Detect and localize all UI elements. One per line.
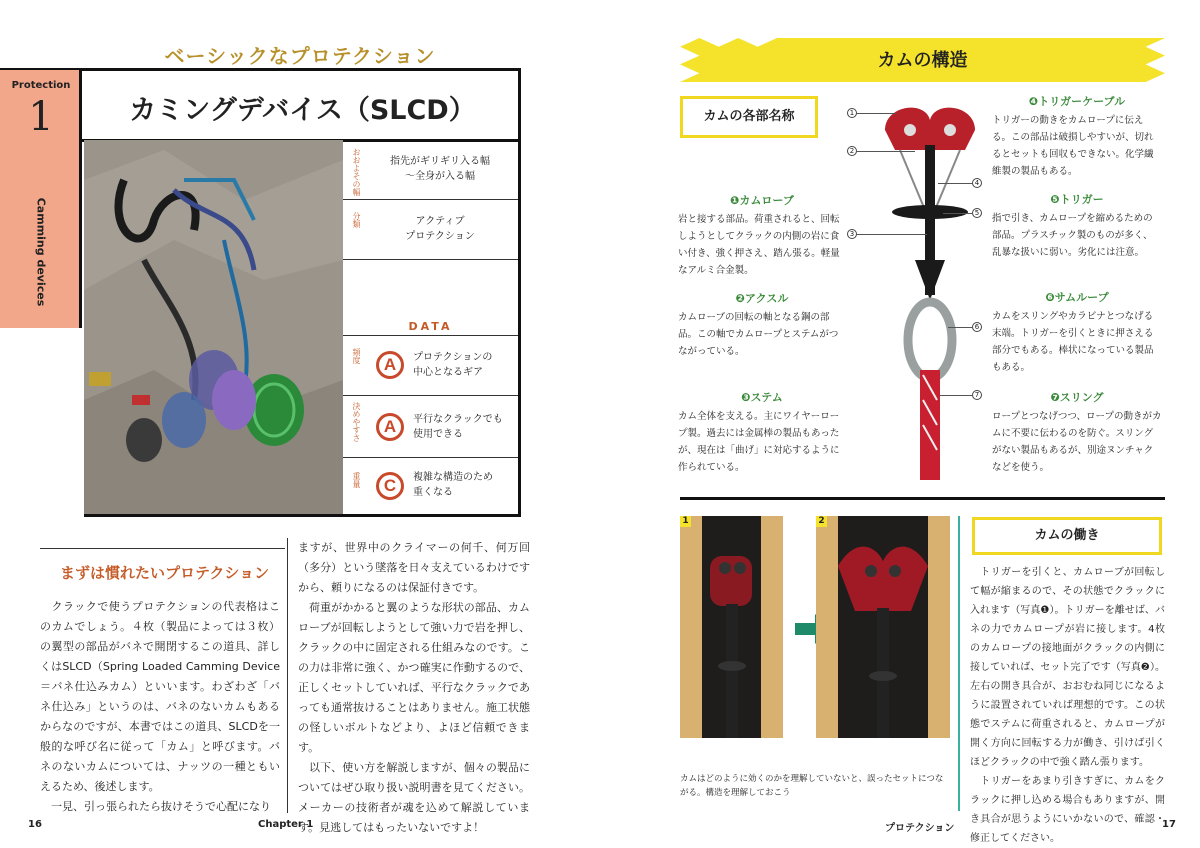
callout-dot-7: 7 — [972, 390, 982, 400]
frame-right-rule — [518, 70, 521, 515]
part-title: ❸ステム — [741, 391, 783, 404]
grade-badge: C — [376, 472, 404, 500]
protection-label: Protection — [11, 80, 71, 91]
page-number-right: 17 — [1162, 819, 1176, 830]
spec-value: アクティブ プロテクション — [405, 216, 475, 242]
callout-leader — [857, 234, 927, 235]
chapter-footer: Chapter 1 — [258, 819, 314, 830]
part-title: ❼スリング — [1050, 391, 1104, 404]
part-title: ❹トリガーケーブル — [1028, 95, 1126, 108]
photo-1-illustration — [680, 516, 783, 738]
grade-badge: A — [376, 413, 404, 441]
spec-panel — [343, 140, 518, 515]
spec-key: おおよその幅 — [352, 148, 361, 196]
cam-rack-photo — [84, 140, 343, 515]
function-text: トリガーを引くと、カムローブが回転して幅が縮まるので、その状態でクラックに入れます（写真❶）。トリガーを離せば、バネの力でカムロープが岩に接します。4枚のカムロープの接地面がクラックの内側に接していれば、セット完了です（写真❷）。左右の開き具合が、おおむね同じになるように設置されていれば理想的です。この状態でステムに荷重されると、カムロープが開く方向に回転する力が働き、引けば引くほどクラックの中で強く踏ん張ります。 トリガーをあまり引きすぎに、カムをクラックに押し込める場合もありますが、開き具合が思うようにいかないので、確認・修正してください。 — [970, 567, 1165, 844]
function-label: カムの働き — [972, 517, 1162, 555]
photo-1 — [680, 516, 783, 738]
grade-badge: A — [376, 351, 404, 379]
part-title: ❷アクスル — [735, 292, 789, 305]
part-thumb-loop — [992, 289, 1162, 376]
part-sling — [992, 389, 1162, 476]
photo-2 — [816, 516, 950, 738]
column-divider — [287, 538, 288, 813]
right-page — [600, 0, 1200, 847]
callout-dot-3: 3 — [847, 229, 857, 239]
frame-bottom-rule — [84, 514, 521, 517]
column-divider-right — [958, 516, 960, 811]
callout-leader — [948, 327, 972, 328]
left-page — [0, 0, 600, 847]
rating-ease — [343, 396, 518, 458]
rating-key: 頻度 — [352, 348, 361, 364]
part-body: トリガーの動きをカムロープに伝える。この部品は破損しやすいが、切れるとセットも回収もできない。化学繊維製の製品もある。 — [992, 115, 1154, 177]
cam-diagram — [855, 100, 1000, 480]
footer-label: プロテクション — [885, 823, 955, 834]
body-column-2: ますが、世界中のクライマーの何千、何万回（多分）という墜落を日々支えているわけですから、頼りになるのは保証付きです。 荷重がかかると翼のような形状の部品、カムローブが回転しようとして強い力で岩を押し、クラックの中に固定される仕組みなのです。この力は非常に強く、かつ確実に作動するので、正しくセットしていれば、平行なクラックであっても通常抜けることはありません。施工状態の怪しいボルトなどより、よほど信頼できます。 以下、使い方を解説しますが、個々の製品についてはぜひ取り扱い説明書を見てください。メーカーの技術者が魂を込めて解説しています。見逃してはもったいないですよ！ — [298, 541, 530, 834]
photo-illustration — [84, 140, 343, 515]
photo-caption: カムはどのように効くのかを理解していないと、誤ったセットにつながる。構造を理解しておこう — [680, 774, 944, 798]
sidebar-label: Camming devices — [34, 197, 48, 307]
rating-key: 決めやすさ — [352, 402, 361, 442]
page-title: カミングデバイス（SLCD） — [129, 95, 476, 126]
rating-desc: プロテクションの 中心となるギア — [413, 352, 493, 378]
part-body: カム全体を支える。主にワイヤーロープ製。過去には金属棒の製品もあったが、現在は「曲げ」に対応するように作られている。 — [678, 411, 840, 473]
photo-number: 2 — [816, 516, 827, 527]
data-title: DATA — [408, 320, 453, 333]
part-trigger-cable — [992, 93, 1162, 180]
parts-label: カムの各部名称 — [680, 96, 818, 138]
photo-2-illustration — [816, 516, 950, 738]
spec-key: 分類 — [352, 212, 361, 228]
callout-leader — [857, 151, 915, 152]
section-rule — [40, 548, 285, 549]
rating-weight — [343, 458, 518, 515]
section-divider — [680, 497, 1165, 500]
part-body: ロープとつなげつつ、ロープの動きがカムに不要に伝わるのを防ぐ。スリングがない製品もあるが、別途ヌンチャクなどを使う。 — [992, 411, 1162, 473]
callout-dot-2: 2 — [847, 146, 857, 156]
banner-title: カムの構造 — [877, 50, 968, 71]
part-title: ❶カムローブ — [730, 194, 794, 207]
callout-dot-5: 5 — [972, 208, 982, 218]
part-title: ❺トリガー — [1050, 193, 1104, 206]
part-trigger — [992, 191, 1162, 261]
callout-leader — [938, 183, 972, 184]
callout-leader — [940, 395, 972, 396]
rating-desc: 平行なクラックでも 使用できる — [413, 414, 503, 440]
protection-number: 1 — [28, 94, 54, 140]
protection-badge — [0, 70, 82, 328]
callout-dot-6: 6 — [972, 322, 982, 332]
body-column-1: クラックで使うプロテクションの代表格はこのカムでしょう。４枚（製品によっては３枚）の翼型の部品がバネで開閉するこの道具、詳しくはSLCD（Spring Loaded Camming Device＝バネ仕込みカム）といいます。わざわざ「バネ仕込み」というのは、バネのないカムもあるからなのですが、本書ではこの道具、SLCDを一般的な呼び名に従って「カム」と呼びます。バネのないカムについては、ナッツの一種ともいえるため、後述します。 一見、引っ張られたら抜けそうで心配になり — [40, 600, 280, 813]
chapter-heading: ベーシックなプロテクション — [164, 44, 436, 68]
callout-dot-4: 4 — [972, 178, 982, 188]
rating-key: 重量 — [352, 472, 361, 488]
page-number-left: 16 — [28, 819, 42, 830]
spec-row-width — [343, 140, 518, 200]
part-axle — [678, 290, 846, 360]
callout-dot-1: 1 — [847, 108, 857, 118]
part-title: ❻サムループ — [1045, 291, 1109, 304]
callout-leader — [943, 213, 972, 214]
part-stem — [678, 389, 846, 476]
part-body: カムローブの回転の軸となる鋼の部品。この軸でカムロープとステムがつながっている。 — [678, 312, 839, 357]
callout-leader — [857, 113, 897, 114]
part-body: カムをスリングやカラビナとつなげる末端。トリガーを引くときに押さえる部分でもある。棒状になっている製品もある。 — [992, 311, 1154, 373]
section-title: まずは慣れたいプロテクション — [60, 564, 270, 582]
spec-row-category — [343, 200, 518, 260]
rating-desc: 複雑な構造のため 重くなる — [413, 472, 493, 498]
part-body: 岩と接する部品。荷重されると、回転しようとしてクラックの内側の岩に食い付き、強く押さえ、踏ん張る。軽量なアルミ合金製。 — [678, 214, 840, 276]
rating-frequency — [343, 336, 518, 396]
part-body: 指で引き、カムロープを縮めるための部品。プラスチック製のものが多く、乱暴な扱いに弱い。劣化には注意。 — [992, 213, 1153, 258]
part-cam-lobe — [678, 192, 846, 279]
photo-number: 1 — [680, 516, 691, 527]
spec-value: 指先がギリギリ入る幅 〜全身が入る幅 — [390, 156, 490, 182]
